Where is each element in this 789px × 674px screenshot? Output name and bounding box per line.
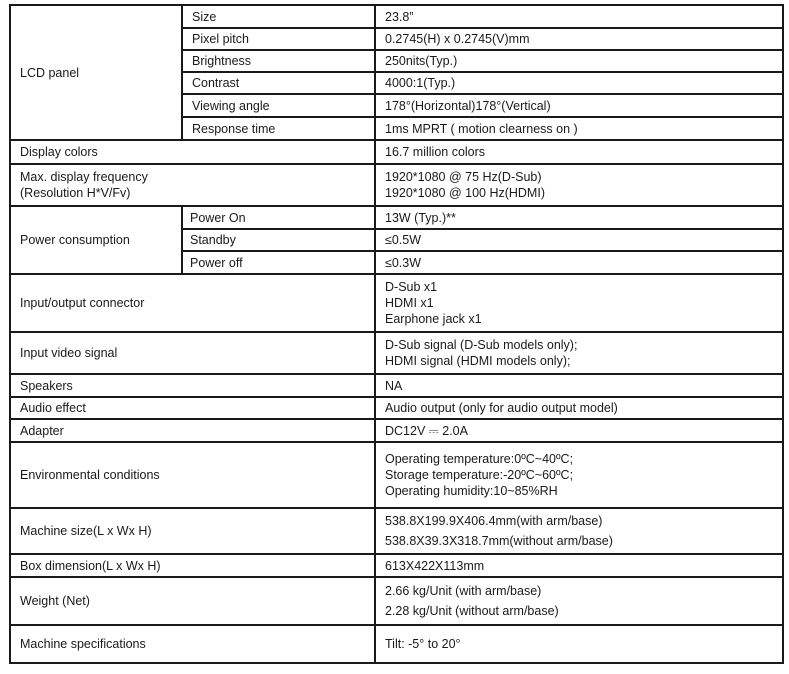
brightness-value: 250nits(Typ.) <box>375 50 783 72</box>
table-row <box>10 419 783 442</box>
viewing-angle-value: 178°(Horizontal)178°(Vertical) <box>375 94 783 117</box>
table-row <box>10 577 783 625</box>
machine-size-value-line: 538.8X39.3X318.7mm(without arm/base) <box>385 534 613 548</box>
table-row <box>10 5 783 28</box>
size-value: 23.8” <box>375 5 783 28</box>
input-video-value-line: HDMI signal (HDMI models only); <box>385 354 571 368</box>
table-row <box>10 625 783 663</box>
io-connector-label: Input/output connector <box>10 274 375 332</box>
machine-size-label: Machine size(L x Wx H) <box>10 508 375 554</box>
audio-effect-value: Audio output (only for audio output model) <box>375 397 783 419</box>
power-on-label: Power On <box>182 206 375 229</box>
lcd-panel-label: LCD panel <box>10 5 182 140</box>
weight-value-line: 2.66 kg/Unit (with arm/base) <box>385 584 542 598</box>
table-row <box>10 206 783 229</box>
io-connector-value-line: HDMI x1 <box>385 296 434 310</box>
box-dimension-value: 613X422X113mm <box>375 554 783 577</box>
max-frequency-label-line: (Resolution H*V/Fv) <box>20 186 131 200</box>
response-time-value: 1ms MPRT ( motion clearness on ) <box>375 117 783 140</box>
table-row <box>10 332 783 374</box>
machine-size-value <box>375 508 783 554</box>
table-row <box>10 374 783 397</box>
contrast-value: 4000:1(Typ.) <box>375 72 783 94</box>
machine-spec-value: Tilt: -5° to 20° <box>375 625 783 663</box>
input-video-label: Input video signal <box>10 332 375 374</box>
adapter-label: Adapter <box>10 419 375 442</box>
table-row <box>10 442 783 508</box>
weight-label: Weight (Net) <box>10 577 375 625</box>
table-row <box>10 140 783 164</box>
max-frequency-label <box>10 164 375 206</box>
power-consumption-label: Power consumption <box>10 206 182 274</box>
weight-value-line: 2.28 kg/Unit (without arm/base) <box>385 604 559 618</box>
audio-effect-label: Audio effect <box>10 397 375 419</box>
response-time-label: Response time <box>182 117 375 140</box>
machine-size-value-line: 538.8X199.9X406.4mm(with arm/base) <box>385 514 603 528</box>
display-colors-value: 16.7 million colors <box>375 140 783 164</box>
io-connector-value-line: D-Sub x1 <box>385 280 438 294</box>
io-connector-value <box>375 274 783 332</box>
power-off-value: ≤0.3W <box>375 251 783 274</box>
environment-value-line: Operating temperature:0ºC~40ºC; <box>385 452 574 466</box>
max-frequency-label-line: Max. display frequency <box>20 170 148 184</box>
brightness-label: Brightness <box>182 50 375 72</box>
power-on-value: 13W (Typ.)** <box>375 206 783 229</box>
table-row <box>10 397 783 419</box>
display-colors-label: Display colors <box>10 140 375 164</box>
power-off-label: Power off <box>182 251 375 274</box>
table-row <box>10 164 783 206</box>
speakers-value: NA <box>375 374 783 397</box>
max-frequency-value-line: 1920*1080 @ 75 Hz(D-Sub) <box>385 170 542 184</box>
input-video-value <box>375 332 783 374</box>
table-row <box>10 274 783 332</box>
environment-value-line: Operating humidity:10~85%RH <box>385 484 558 498</box>
box-dimension-label: Box dimension(L x Wx H) <box>10 554 375 577</box>
standby-label: Standby <box>182 229 375 251</box>
io-connector-value-line: Earphone jack x1 <box>385 312 482 326</box>
max-frequency-value <box>375 164 783 206</box>
adapter-value: DC12V ⎓ 2.0A <box>375 419 783 442</box>
input-video-value-line: D-Sub signal (D-Sub models only); <box>385 338 578 352</box>
table-row <box>10 508 783 554</box>
table-row <box>10 554 783 577</box>
max-frequency-value-line: 1920*1080 @ 100 Hz(HDMI) <box>385 186 545 200</box>
machine-spec-label: Machine specifications <box>10 625 375 663</box>
spec-table <box>9 4 784 664</box>
pixel-pitch-value: 0.2745(H) x 0.2745(V)mm <box>375 28 783 50</box>
contrast-label: Contrast <box>182 72 375 94</box>
pixel-pitch-label: Pixel pitch <box>182 28 375 50</box>
weight-value <box>375 577 783 625</box>
standby-value: ≤0.5W <box>375 229 783 251</box>
environment-label: Environmental conditions <box>10 442 375 508</box>
environment-value <box>375 442 783 508</box>
size-label: Size <box>182 5 375 28</box>
speakers-label: Speakers <box>10 374 375 397</box>
viewing-angle-label: Viewing angle <box>182 94 375 117</box>
environment-value-line: Storage temperature:-20ºC~60ºC; <box>385 468 574 482</box>
